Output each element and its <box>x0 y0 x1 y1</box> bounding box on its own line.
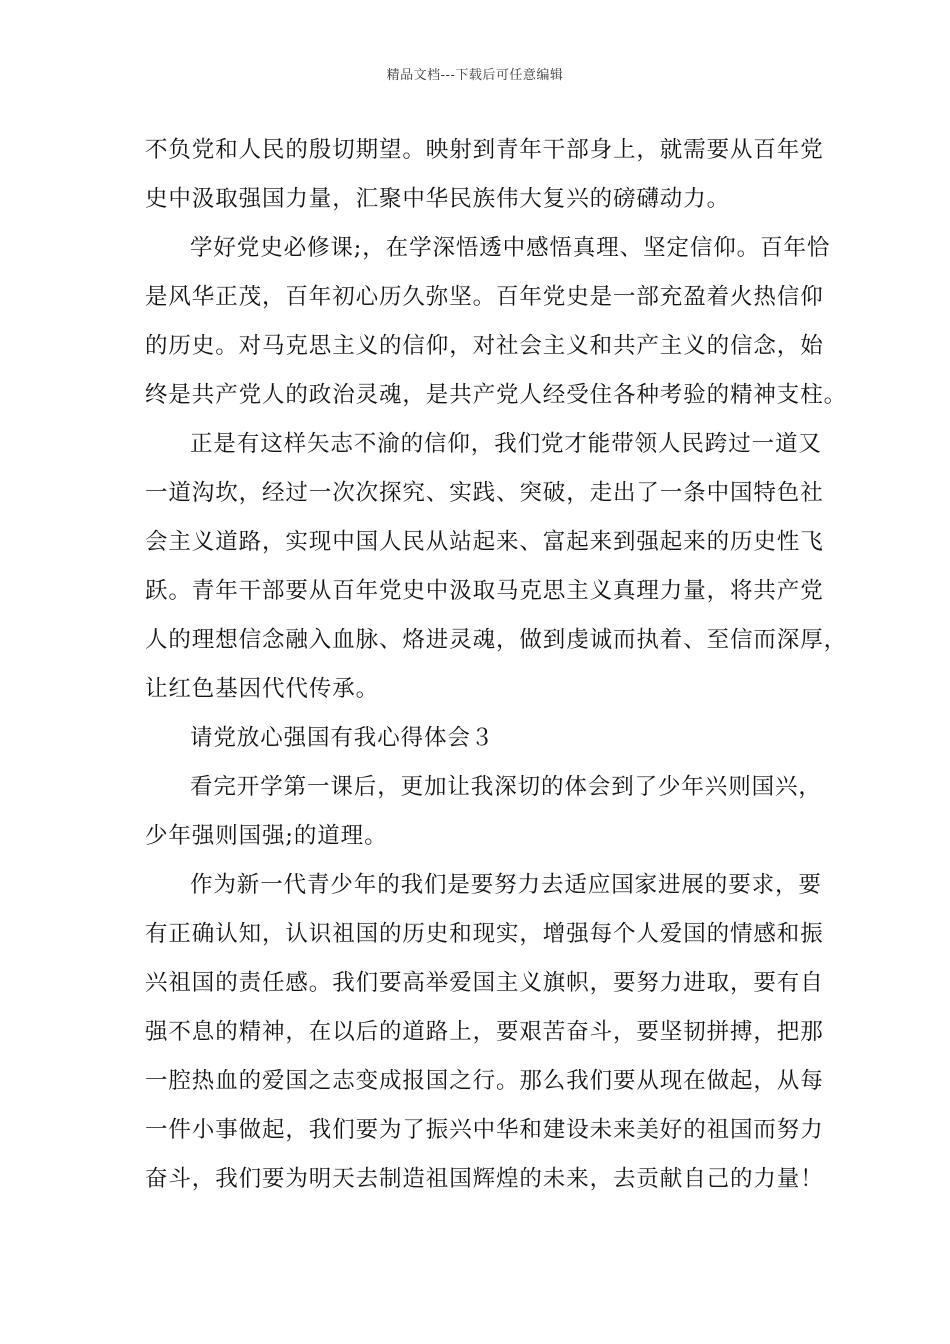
text-line: 奋斗，我们要为明天去制造祖国辉煌的未来，去贡献自己的力量！ <box>145 1166 824 1192</box>
text-line: 少年强则国强;的道理。 <box>145 823 388 849</box>
paragraph <box>145 420 848 714</box>
document-body <box>145 126 848 1204</box>
text-line: 的历史。对马克思主义的信仰，对社会主义和共产主义的信念，始 <box>145 333 824 359</box>
paragraph <box>145 763 825 861</box>
text-line: 请党放心强国有我心得体会３ <box>190 725 495 751</box>
text-line: 一腔热血的爱国之志变成报国之行。那么我们要从现在做起，从每 <box>145 1068 824 1094</box>
paragraph <box>145 861 825 1204</box>
text-line: 作为新一代青少年的我们是要努力去适应国家进展的要求，要 <box>190 872 822 898</box>
section-heading <box>145 714 825 763</box>
text-line: 学好党史必修课;，在学深悟透中感悟真理、坚定信仰。百年恰 <box>190 235 831 261</box>
text-line: 正是有这样矢志不渝的信仰，我们党才能带领人民跨过一道又 <box>190 431 822 457</box>
text-line: 会主义道路，实现中国人民从站起来、富起来到强起来的历史性飞 <box>145 529 824 555</box>
text-line: 一件小事做起，我们要为了振兴中华和建设未来美好的祖国而努力 <box>145 1117 824 1143</box>
text-line: 是风华正茂，百年初心历久弥坚。百年党史是一部充盈着火热信仰 <box>145 284 824 310</box>
text-line: 让红色基因代代传承。 <box>145 676 380 702</box>
text-line: 强不息的精神，在以后的道路上，要艰苦奋斗，要坚韧拼搏，把那 <box>145 1019 824 1045</box>
paragraph <box>145 224 848 420</box>
text-line: 兴祖国的责任感。我们要高举爱国主义旗帜，要努力进取，要有自 <box>145 970 824 996</box>
text-line: 跃。青年干部要从百年党史中汲取马克思主义真理力量，将共产党 <box>145 578 824 604</box>
text-line: 一道沟坎，经过一次次探究、实践、突破，走出了一条中国特色社 <box>145 480 824 506</box>
paragraph <box>145 126 825 224</box>
page-header: 精品文档---下载后可任意编辑 <box>386 68 564 83</box>
text-line: 终是共产党人的政治灵魂，是共产党人经受住各种考验的精神支柱。 <box>145 382 848 408</box>
text-line: 看完开学第一课后，更加让我深切的体会到了少年兴则国兴， <box>190 774 822 800</box>
text-line: 有正确认知，认识祖国的历史和现实，增强每个人爱国的情感和振 <box>145 921 824 947</box>
text-line: 人的理想信念融入血脉、烙进灵魂，做到虔诚而执着、至信而深厚， <box>145 627 848 653</box>
text-line: 史中汲取强国力量，汇聚中华民族伟大复兴的磅礴动力。 <box>145 186 731 212</box>
text-line: 不负党和人民的殷切期望。映射到青年干部身上，就需要从百年党 <box>145 137 824 163</box>
